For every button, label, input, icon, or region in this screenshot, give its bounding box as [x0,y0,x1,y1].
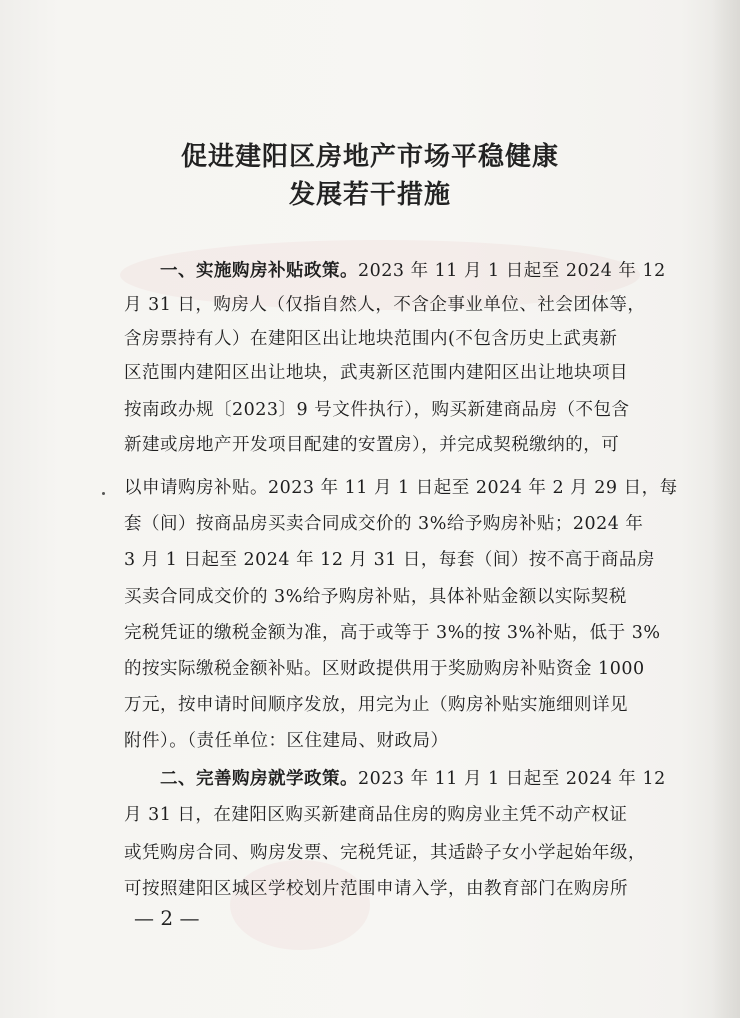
document-title-line-2: 发展若干措施 [288,180,451,210]
section1-line-3: 含房票持有人）在建阳区出让地块范围内(不包含历史上武夷新 [124,328,618,349]
section1-line-10: 买卖合同成交价的 3%给予购房补贴，具体补贴金额以实际契税 [124,586,627,607]
speck [102,492,105,495]
section2-line-4: 可按照建阳区城区学校划片范围申请入学，由教育部门在购房所 [124,878,628,899]
section1-line-8: 套（间）按商品房买卖合同成交价的 3%给予购房补贴；2024 年 [124,513,644,534]
section1-line-2: 月 31 日，购房人（仅指自然人，不含企事业单位、社会团体等， [124,294,646,315]
section1-line-4: 区范围内建阳区出让地块，武夷新区范围内建阳区出让地块项目 [124,362,628,383]
section2-line-2: 月 31 日，在建阳区购买新建商品住房的购房业主凭不动产权证 [124,804,628,825]
section1-line-7: 以申请购房补贴。2023 年 11 月 1 日起至 2024 年 2 月 29 日，每 [124,477,678,498]
section1-line-14: 附件）。（责任单位：区住建局、财政局） [124,730,449,751]
page-number: — 2 — [134,906,200,930]
section1-line-13: 万元，按申请时间顺序发放，用完为止（购房补贴实施细则详见 [124,694,628,715]
section2-line-1-text: 2023 年 11 月 1 日起至 2024 年 12 [358,768,666,789]
section1-line-11: 完税凭证的缴税金额为准，高于或等于 3%的按 3%补贴，低于 3% [124,622,661,643]
section1-line-5: 按南政办规〔2023〕9 号文件执行），购买新建商品房（不包含 [124,399,630,420]
section2-line-1 [160,760,664,794]
section1-line-1 [160,252,664,286]
section2-heading: 二、完善购房就学政策。 [160,768,358,789]
document-title-line-1: 促进建阳区房地产市场平稳健康 [180,142,559,172]
section1-line-9: 3 月 1 日起至 2024 年 12 月 31 日，每套（间）按不高于商品房 [124,549,655,570]
section1-heading: 一、实施购房补贴政策。 [160,260,358,281]
section2-line-3: 或凭购房合同、购房发票、完税凭证，其适龄子女小学起始年级， [124,842,646,863]
section1-line-12: 的按实际缴税金额补贴。区财政提供用于奖励购房补贴资金 1000 [124,658,645,679]
section1-line-1-text: 2023 年 11 月 1 日起至 2024 年 12 [358,260,666,281]
section1-line-6: 新建或房地产开发项目配建的安置房），并完成契税缴纳的，可 [124,434,620,455]
